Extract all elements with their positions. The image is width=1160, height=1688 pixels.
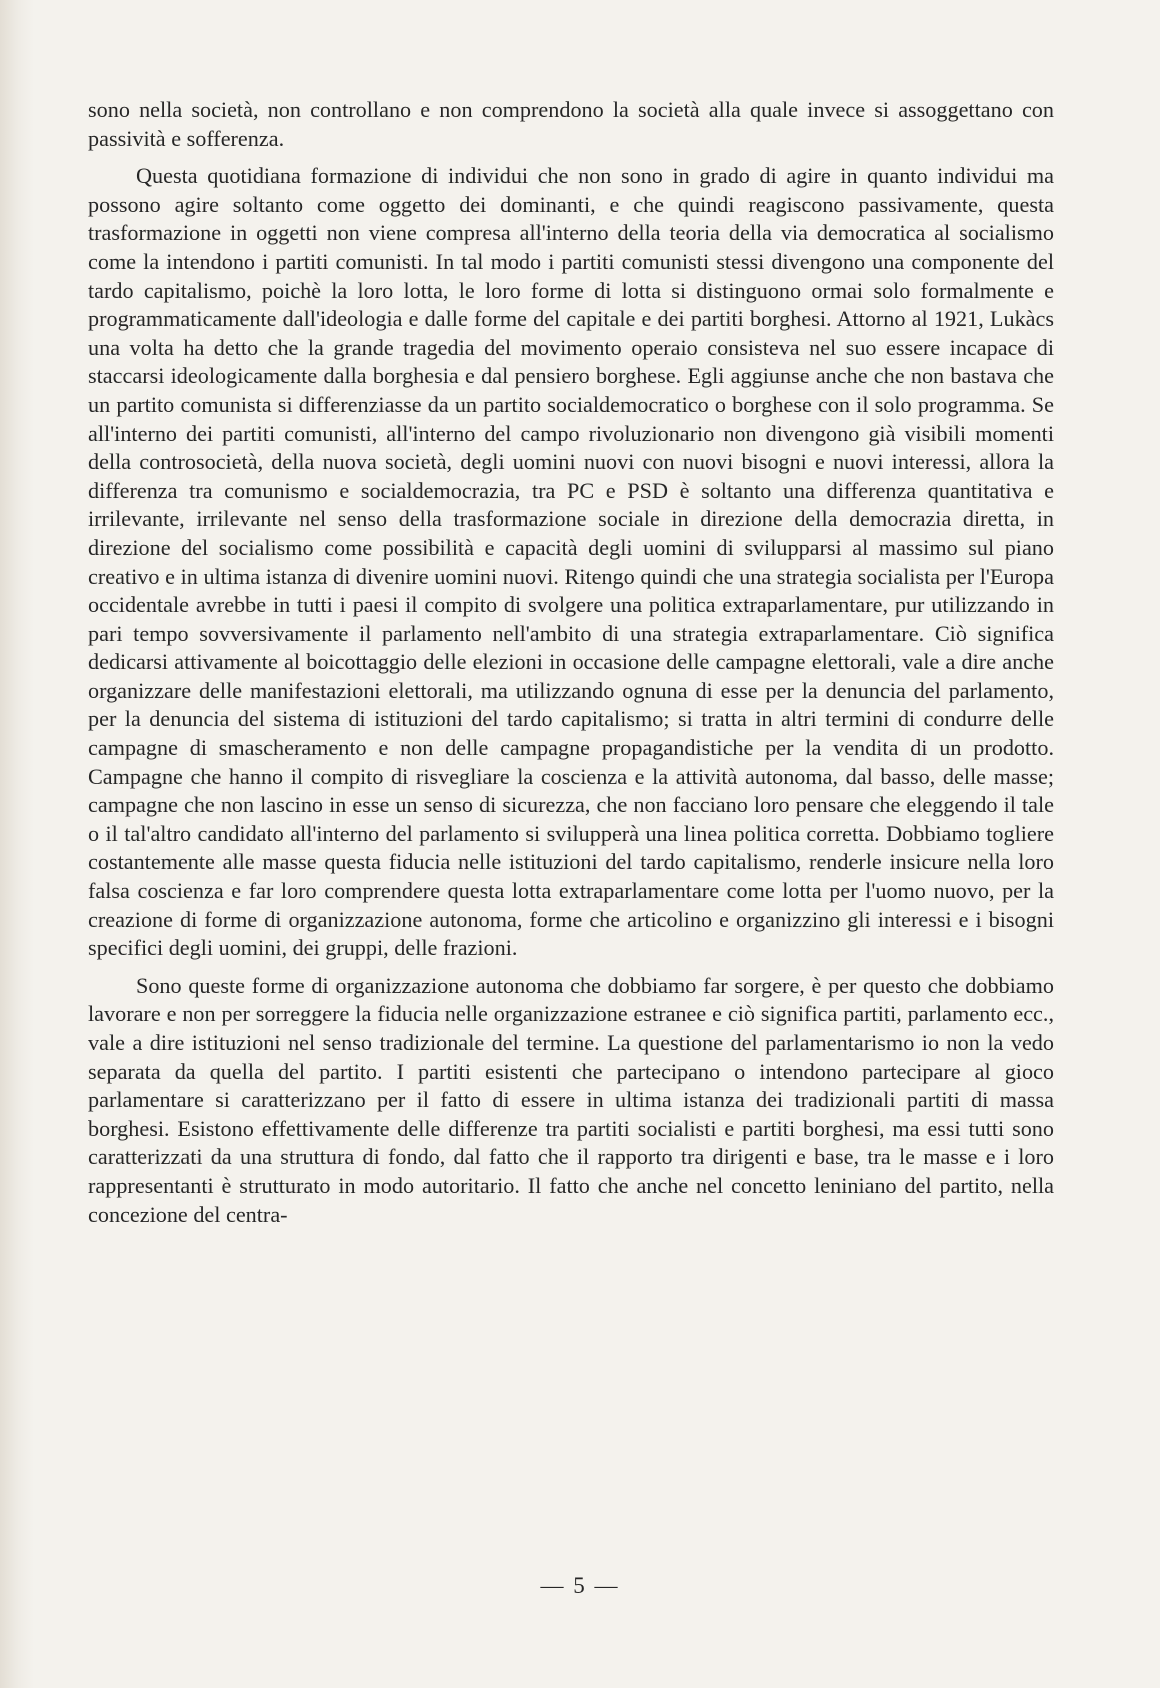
paragraph-continuation: sono nella società, non controllano e non comprendono la società alla quale invece si assoggettano con passività e sofferenza. [88, 97, 1054, 151]
paragraph-strategy: Questa quotidiana formazione di individui che non sono in grado di agire in quanto individui ma possono agire soltanto come oggetto dei dominanti, e che quindi reagiscono passivamente, questa trasformazione in oggetti non viene compresa all'interno della teoria della via democratica al socialismo come la intendono i partiti comunisti. In tal modo i partiti comunisti stessi divengono una componente del tardo capitalismo, poichè la loro lotta, le loro forme di lotta si distinguono ormai solo formalmente e programmaticamente dall'ideologia e dalle forme del capitale e dei partiti borghesi. Attorno al 1921, Lukàcs una volta ha detto che la grande tragedia del movimento operaio consisteva nel suo essere incapace di staccarsi ideologicamente dalla borghesia e dal pensiero borghese. Egli aggiunse anche che non bastava che un partito comunista si differenziasse da un partito socialdemocratico o borghese con il solo programma. Se all'interno dei partiti comunisti, all'interno del campo rivoluzionario non divengono già visibili momenti della controsocietà, della nuova società, degli uomini nuovi con nuovi bisogni e nuovi interessi, allora la differenza tra comunismo e socialdemocrazia, tra PC e PSD è soltanto una differenza quantitativa e irrilevante, irrilevante nel senso della trasformazione sociale in direzione della democrazia diretta, in direzione del socialismo come possibilità e capacità degli uomini di svilupparsi al massimo sul piano creativo e in ultima istanza di divenire uomini nuovi. Ritengo quindi che una strategia socialista per l'Europa occidentale avrebbe in tutti i paesi il compito di svolgere una politica extraparlamentare, pur utilizzando in pari tempo sovversivamente il parlamento nell'ambito di una strategia extraparlamentare. Ciò significa dedicarsi attivamente al boicottaggio delle elezioni in occasione delle campagne elettorali, vale a dire anche organizzare delle manifestazioni elettorali, ma utilizzando ognuna di esse per la denuncia del parlamento, per la denuncia del sistema di istituzioni del tardo capitalismo; si tratta in altri termini di condurre delle campagne di smascheramento e non delle campagne propagandistiche per la vendita di un prodotto. Campagne che hanno il compito di risvegliare la coscienza e la attività autonoma, dal basso, delle masse; campagne che non lascino in esse un senso di sicurezza, che non facciano loro pensare che eleggendo il tale o il tal'altro candidato all'interno del parlamento si svilupperà una linea politica corretta. Dobbiamo togliere costantemente alle masse questa fiducia nelle istituzioni del tardo capitalismo, renderle insicure nella loro falsa coscienza e far loro comprendere questa lotta extraparlamentare come lotta per l'uomo nuovo, per la creazione di forme di organizzazione autonoma, forme che articolino e organizzino gli interessi e i bisogni specifici degli uomini, dei gruppi, delle frazioni. [88, 163, 1054, 961]
paragraph-autonomous-organization: Sono queste forme di organizzazione autonoma che dobbiamo far sorgere, è per questo che dobbiamo lavorare e non per sorreggere la fiducia nelle organizzazione estranee e ciò significa partiti, parlamento ecc., vale a dire istituzioni nel senso tradizionale del termine. La questione del parlamentarismo io non la vedo separata da quella del partito. I partiti esistenti che partecipano o intendono partecipare al gioco parlamentare si caratterizzano per il fatto di essere in ultima istanza dei tradizionali partiti di massa borghesi. Esistono effettivamente delle differenze tra partiti socialisti e partiti borghesi, ma essi tutti sono caratterizzati da una struttura di fondo, dal fatto che il rapporto tra dirigenti e base, tra le masse e i loro rappresentanti è strutturato in modo autoritario. Il fatto che anche nel concetto leniniano del partito, nella concezione del centra- [88, 972, 1054, 1227]
page-number: — 5 — [540, 1573, 620, 1598]
body-text [88, 96, 1054, 1229]
